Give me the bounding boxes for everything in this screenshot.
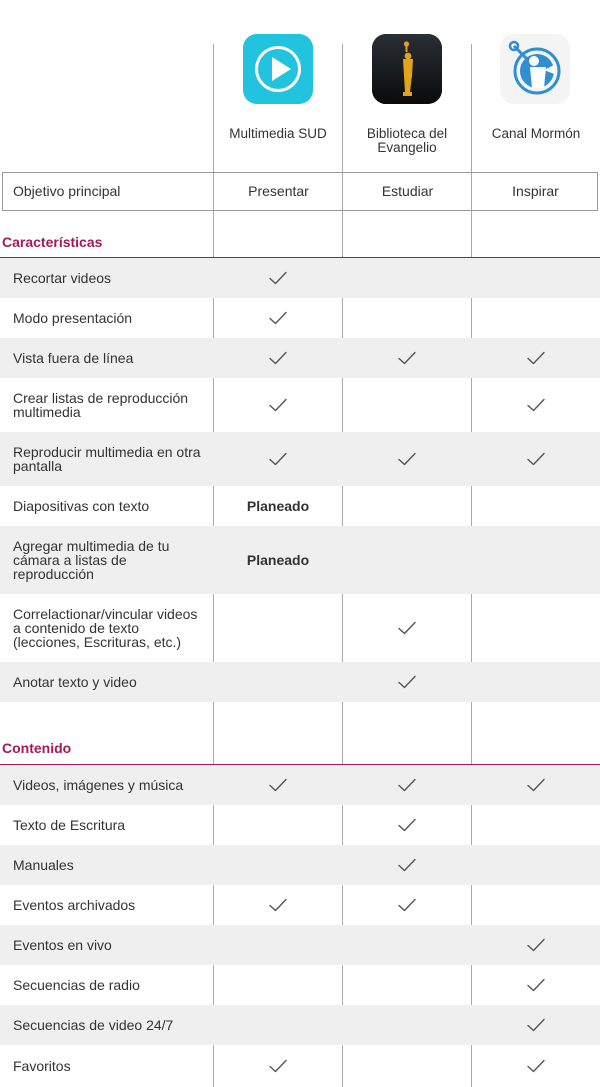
table-cell [343, 765, 471, 805]
table-cell [472, 486, 600, 526]
status-text: Planeado [246, 498, 310, 514]
checkmark-icon [397, 857, 417, 873]
row-label: Secuencias de video 24/7 [13, 1017, 174, 1033]
row-label: Correlactionar/vincular videos a contenido de texto (lecciones, Escrituras, etc.) [13, 606, 198, 650]
trumpet-angel-icon [500, 34, 570, 104]
table-cell [343, 925, 471, 965]
table-cell [472, 594, 600, 662]
row-label: Secuencias de radio [13, 977, 140, 993]
section-title-content: Contenido [2, 740, 72, 756]
table-cell [472, 338, 600, 378]
checkmark-icon [526, 350, 546, 366]
table-cell [472, 1045, 600, 1087]
row-label: Vista fuera de línea [13, 350, 134, 366]
table-row [0, 925, 600, 965]
app-name: Biblioteca del Evangelio [366, 126, 448, 155]
table-row [0, 594, 600, 662]
table-cell [214, 765, 342, 805]
status-text: Planeado [246, 552, 310, 568]
row-label: Eventos archivados [13, 897, 136, 913]
play-icon [243, 34, 313, 104]
table-row [0, 1045, 600, 1087]
objective-value: Estudiar [381, 183, 434, 199]
table-row [0, 805, 600, 845]
checkmark-icon [526, 777, 546, 793]
table-cell [214, 486, 342, 526]
checkmark-icon [526, 1058, 546, 1074]
row-label: Crear listas de reproducción multimedia [13, 390, 189, 420]
table-cell [472, 965, 600, 1005]
table-row [0, 965, 600, 1005]
checkmark-icon [397, 897, 417, 913]
table-cell [214, 338, 342, 378]
table-cell [472, 885, 600, 925]
checkmark-icon [526, 397, 546, 413]
checkmark-icon [397, 777, 417, 793]
table-cell [214, 925, 342, 965]
table-cell [472, 1005, 600, 1045]
table-row [0, 662, 600, 702]
checkmark-icon [268, 897, 288, 913]
checkmark-icon [526, 451, 546, 467]
checkmark-icon [397, 674, 417, 690]
table-cell [214, 965, 342, 1005]
table-row [0, 338, 600, 378]
table-cell [214, 378, 342, 432]
table-cell [214, 258, 342, 298]
table-cell [343, 338, 471, 378]
table-cell [343, 594, 471, 662]
table-cell [343, 805, 471, 845]
table-cell [343, 258, 471, 298]
checkmark-icon [268, 451, 288, 467]
table-cell [214, 845, 342, 885]
table-cell [472, 805, 600, 845]
table-cell [214, 298, 342, 338]
table-cell [472, 765, 600, 805]
table-cell [214, 805, 342, 845]
objective-value: Presentar [248, 183, 309, 199]
checkmark-icon [526, 977, 546, 993]
table-cell [214, 526, 342, 594]
row-label: Agregar multimedia de tu cámara a listas de reproducción [13, 538, 170, 582]
table-cell [472, 432, 600, 486]
table-cell [214, 1045, 342, 1087]
checkmark-icon [268, 1058, 288, 1074]
table-row [0, 765, 600, 805]
row-label: Anotar texto y video [13, 674, 137, 690]
table-cell [214, 885, 342, 925]
objective-value: Inspirar [512, 183, 559, 199]
table-cell [472, 845, 600, 885]
table-cell [472, 925, 600, 965]
table-cell [343, 885, 471, 925]
row-label: Favoritos [13, 1058, 71, 1074]
table-cell [343, 1045, 471, 1087]
table-cell [472, 258, 600, 298]
table-cell [343, 432, 471, 486]
checkmark-icon [268, 397, 288, 413]
table-cell [343, 486, 471, 526]
table-cell [472, 378, 600, 432]
table-cell [214, 662, 342, 702]
table-cell [343, 1005, 471, 1045]
table-row [0, 432, 600, 486]
table-cell [343, 526, 471, 594]
row-label: Reproducir multimedia en otra pantalla [13, 444, 201, 474]
table-row [0, 1005, 600, 1045]
checkmark-icon [397, 350, 417, 366]
table-cell [472, 662, 600, 702]
table-cell [343, 845, 471, 885]
table-row [0, 885, 600, 925]
row-label: Manuales [13, 857, 74, 873]
checkmark-icon [268, 350, 288, 366]
section-title-features: Características [2, 234, 103, 250]
checkmark-icon [397, 620, 417, 636]
table-row [0, 298, 600, 338]
checkmark-icon [526, 1017, 546, 1033]
table-cell [343, 662, 471, 702]
row-label: Videos, imágenes y música [13, 777, 184, 793]
angel-moroni-icon [372, 34, 442, 104]
table-cell [472, 298, 600, 338]
checkmark-icon [268, 777, 288, 793]
table-cell [343, 378, 471, 432]
checkmark-icon [268, 270, 288, 286]
table-cell [343, 965, 471, 1005]
app-name: Multimedia SUD [229, 126, 327, 141]
table-row [0, 378, 600, 432]
checkmark-icon [397, 817, 417, 833]
checkmark-icon [397, 451, 417, 467]
table-cell [214, 432, 342, 486]
row-label: Recortar videos [13, 270, 112, 286]
row-label: Texto de Escritura [13, 817, 126, 833]
objective-label: Objetivo principal [13, 183, 121, 199]
row-label: Eventos en vivo [13, 937, 112, 953]
table-cell [472, 526, 600, 594]
checkmark-icon [268, 310, 288, 326]
table-cell [214, 594, 342, 662]
table-row [0, 526, 600, 594]
row-label: Modo presentación [13, 310, 133, 326]
table-row [0, 258, 600, 298]
app-name: Canal Mormón [491, 126, 581, 141]
objective-row [2, 172, 598, 211]
row-label: Diapositivas con texto [13, 498, 150, 514]
table-cell [343, 298, 471, 338]
table-row [0, 486, 600, 526]
checkmark-icon [526, 937, 546, 953]
table-cell [214, 1005, 342, 1045]
table-row [0, 845, 600, 885]
